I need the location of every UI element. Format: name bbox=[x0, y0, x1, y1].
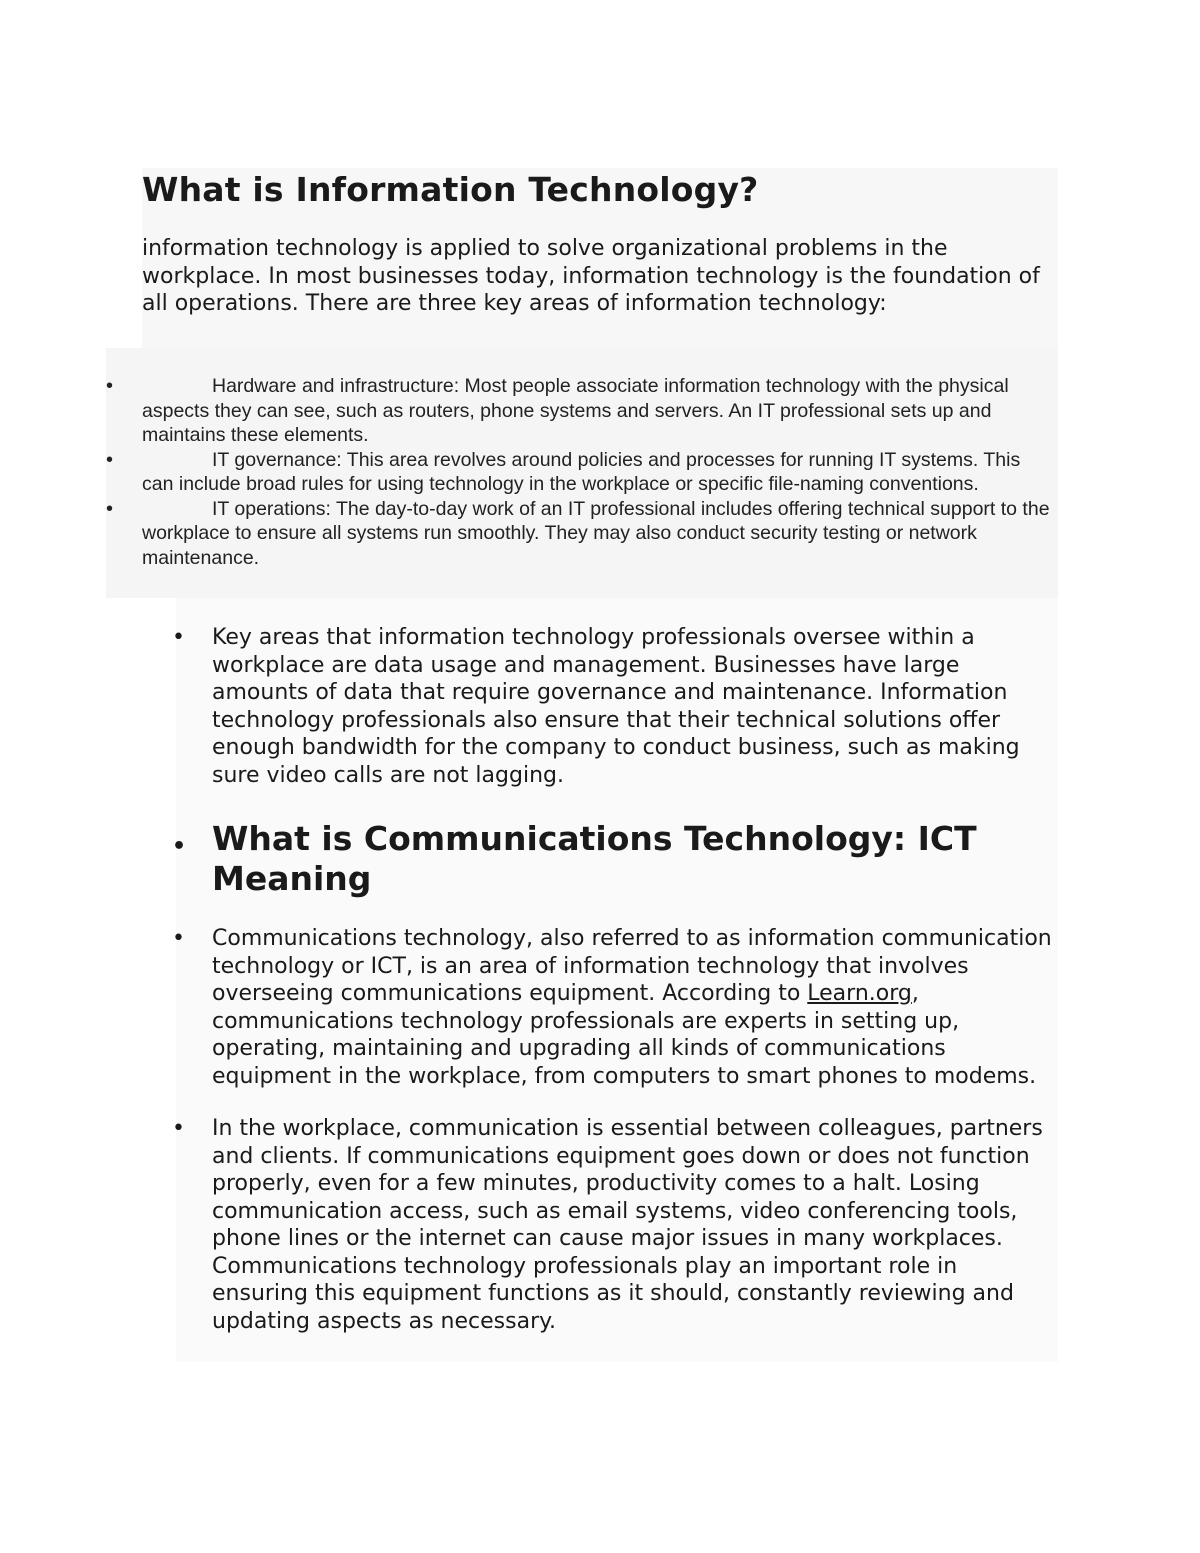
bullet-icon: • bbox=[106, 375, 114, 397]
list-item-data-usage bbox=[170, 624, 1060, 789]
list-item bbox=[106, 448, 1056, 497]
bullet-icon: • bbox=[172, 834, 187, 859]
data-usage-paragraph: Key areas that information technology professionals oversee within a workplace are data usage and management. Businesses have large amounts of data that require governance and maintenance. Information technology professionals also ensure that their technical solutions offer enough bandwidth for the company to conduct business, such as making sure video calls are not lagging. bbox=[212, 625, 1020, 788]
list-item-workplace bbox=[170, 1115, 1060, 1335]
list-item-text: IT operations: The day-to-day work of an IT professional includes offering technical support to the workplace to ensure all systems run smoothly. They may also conduct security testing or network maintenance. bbox=[142, 497, 1050, 569]
bullet-icon: • bbox=[172, 926, 185, 951]
learn-org-link[interactable]: Learn.org bbox=[807, 981, 912, 1006]
bullet-icon: • bbox=[106, 497, 114, 520]
bullet-icon: • bbox=[172, 625, 185, 650]
list-item-text: IT governance: This area revolves around policies and processes for running IT systems. This can include broad rules for using technology in the workplace or specific file-naming conventions. bbox=[142, 448, 1021, 495]
intro-paragraph: information technology is applied to solve organizational problems in the workplace. In most businesses today, information technology is the foundation of all operations. There are three key areas of information technology: bbox=[142, 236, 1040, 316]
bullet-icon: • bbox=[172, 1116, 185, 1141]
workplace-paragraph: In the workplace, communication is essential between colleagues, partners and clients. If communications equipment goes down or does not function properly, even for a few minutes, productivity comes to a halt. Losing communication access, such as email systems, video conferencing tools, phone lines or the internet can cause major issues in many workplaces. Communications technology professionals play an important role in ensuring this equipment functions as it should, constantly reviewing and updating aspects as necessary. bbox=[212, 1116, 1043, 1334]
list-item bbox=[106, 374, 1056, 448]
ict-paragraph-end: , communications technology professionals are experts in setting up, operating, maintaining and upgrading all kinds of communications equipment in the workplace, from computers to smart phones to modems. bbox=[212, 981, 1037, 1089]
ict-paragraph-start: Communications technology, also referred to as information communication technology or ICT, is an area of information technology that involves overseeing communications equipment. According to bbox=[212, 926, 1052, 1006]
key-areas-list bbox=[106, 374, 1056, 570]
bullet-icon: • bbox=[106, 448, 114, 471]
list-item-text: Hardware and infrastructure: Most people associate information technology with the physical aspects they can see, such as routers, phone systems and servers. An IT professional sets up and maintains these elements. bbox=[142, 375, 1009, 446]
list-item bbox=[106, 497, 1056, 571]
main-bullet-list bbox=[170, 624, 1060, 1335]
section-heading-ict: What is Communications Technology: ICT Meaning bbox=[212, 819, 977, 898]
list-item-ict-heading bbox=[170, 819, 1060, 899]
list-item-ict-definition bbox=[170, 925, 1060, 1090]
page-title: What is Information Technology? bbox=[142, 170, 759, 209]
